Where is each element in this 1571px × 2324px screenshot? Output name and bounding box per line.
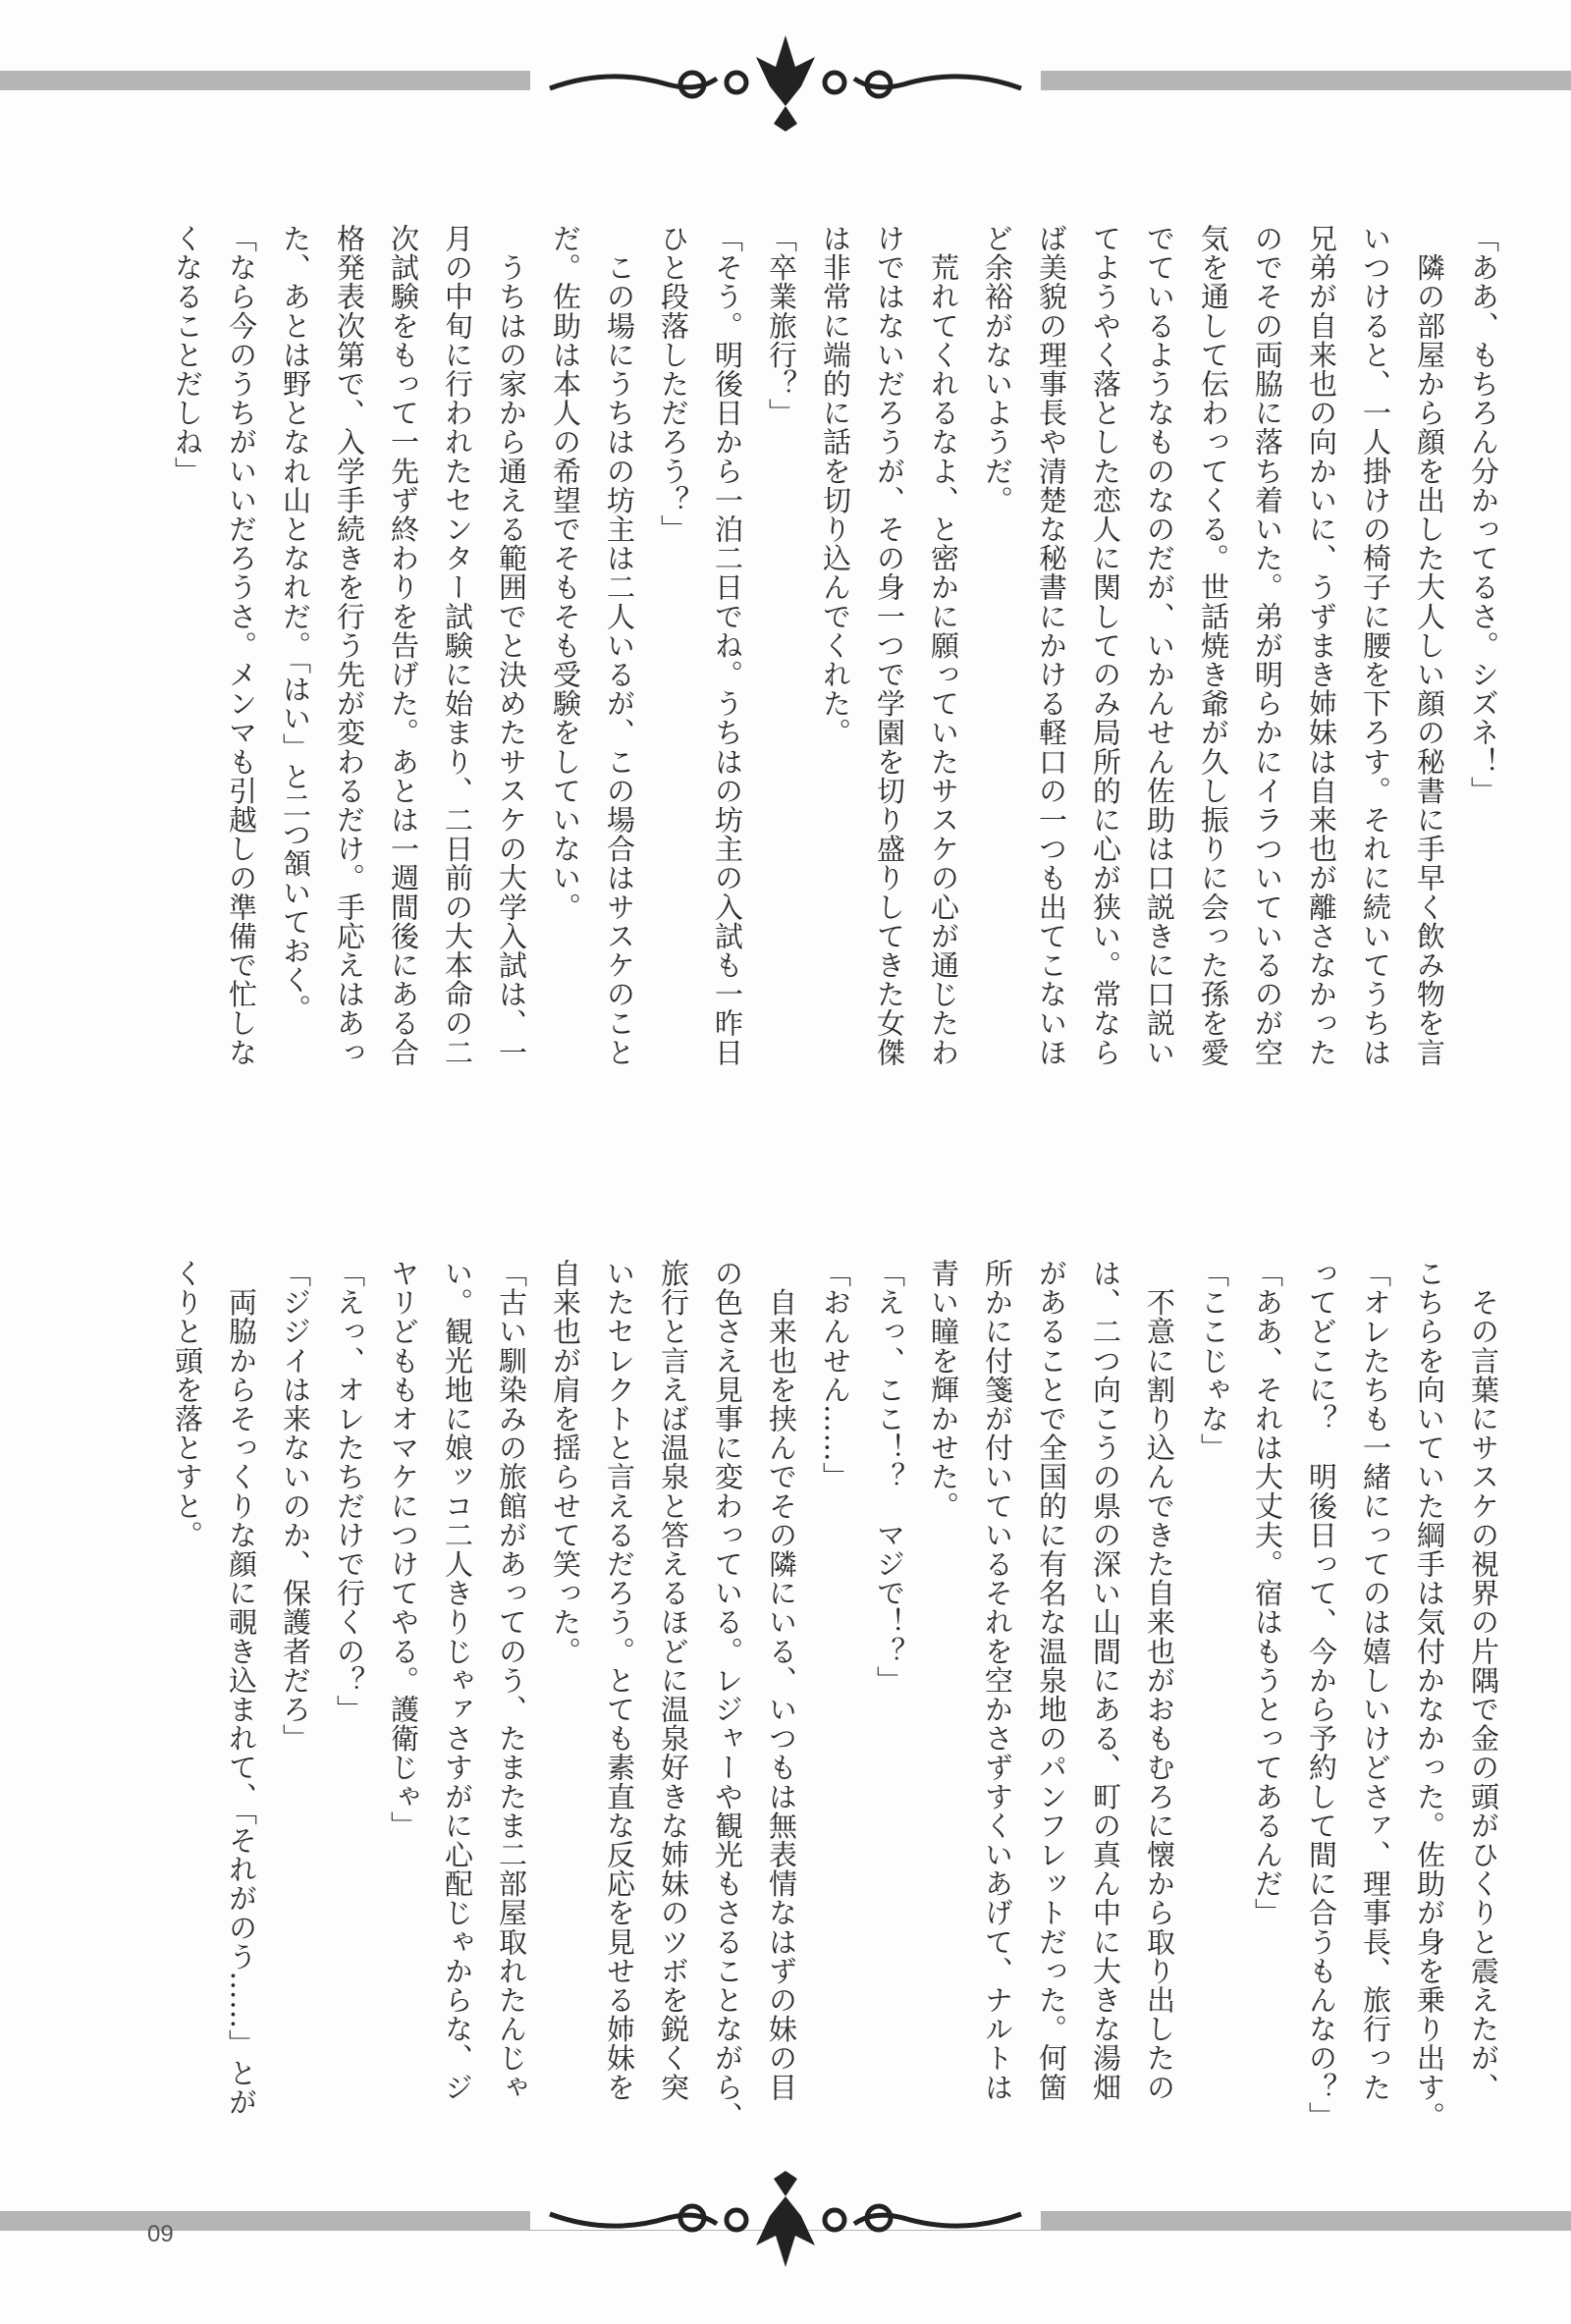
text-column: てようやく落とした恋人に関してのみ局所的に心が狭い。常なら (1089, 224, 1122, 1067)
text-column: その言葉にサスケの視界の片隅で金の頭がひくりと震えたが、 (1467, 1259, 1500, 2102)
text-column: 隣の部屋から顔を出した大人しい顔の秘書に手早く飲み物を言 (1413, 224, 1446, 1067)
text-column: ど余裕がないようだ。 (981, 224, 1014, 514)
text-column: 兄弟が自来也の向かいに、うずまき姉妹は自来也が離さなかった (1305, 224, 1338, 1067)
text-column: 旅行と言えば温泉と答えるほどに温泉好きな姉妹のツボを鋭く突 (657, 1259, 690, 2102)
text-column: ひと段落しただろう？」 (657, 224, 690, 544)
text-column: 自来也が肩を揺らせて笑った。 (549, 1259, 582, 1666)
text-column: 所かに付箋が付いているそれを空かさずすくいあげて、ナルトは (981, 1259, 1014, 2102)
text-column: のでその両脇に落ち着いた。弟が明らかにイラついているのが空 (1251, 224, 1284, 1067)
text-column: 「えっ、ここ！？ マジで！？」 (873, 1259, 906, 1695)
text-column: の色さえ見事に変わっている。レジャーや観光もさることながら、 (711, 1259, 744, 2131)
text-column: 「おんせん……」 (819, 1259, 852, 1491)
text-column: 月の中旬に行われたセンター試験に始まり、二日前の大本命の二 (441, 224, 474, 1067)
text-column: だ。佐助は本人の希望でそもそも受験をしていない。 (549, 224, 582, 922)
text-column: 気を通して伝わってくる。世話焼き爺が久し振りに会った孫を愛 (1197, 224, 1230, 1067)
text-column: 青い瞳を輝かせた。 (927, 1259, 960, 1521)
text-column: 荒れてくれるなよ、と密かに願っていたサスケの心が通じたわ (927, 224, 960, 1067)
upper-text-block (160, 224, 1510, 1088)
text-column: けではないだろうが、その身一つで学園を切り盛りしてきた女傑 (873, 224, 906, 1067)
text-column: ヤリどももオマケにつけてやる。護衛じゃ」 (387, 1259, 420, 1840)
text-column: 格発表次第で、入学手続きを行う先が変わるだけ。手応えはあっ (333, 224, 366, 1067)
lower-text-block (160, 1259, 1510, 2131)
text-column: いたセレクトと言えるだろう。とても素直な反応を見せる姉妹を (603, 1259, 636, 2102)
text-column: 「えっ、オレたちだけで行くの？」 (333, 1259, 366, 1724)
text-column: うちはの家から通える範囲でと決めたサスケの大学入試は、一 (495, 224, 528, 1067)
text-column: 「ああ、もちろん分かってるさ。シズネ！」 (1467, 224, 1500, 805)
text-column: い。観光地に娘ッコ二人きりじゃァさすがに心配じゃからな、ジ (441, 1259, 474, 2102)
text-column: があることで全国的に有名な温泉地のパンフレットだった。何箇 (1035, 1259, 1068, 2102)
text-column: でているようなものなのだが、いかんせん佐助は口説きに口説い (1143, 224, 1176, 1067)
text-column: 両脇からそっくりな顔に覗き込まれて、「それがのう……」とが (225, 1259, 258, 2117)
text-column: 次試験をもって一先ず終わりを告げた。あとは一週間後にある合 (387, 224, 420, 1067)
text-column: いつけると、一人掛けの椅子に腰を下ろす。それに続いてうちは (1359, 224, 1392, 1067)
text-column: 「ジジイは来ないのか、保護者だろ」 (279, 1259, 312, 1754)
text-column: 「卒業旅行？」 (765, 224, 798, 428)
text-column: こちらを向いていた綱手は気付かなかった。佐助が身を乗り出す。 (1413, 1259, 1446, 2131)
text-column: は、二つ向こうの県の深い山間にある、町の真ん中に大きな湯畑 (1089, 1259, 1122, 2102)
text-column: 自来也を挟んでその隣にいる、いつもは無表情なはずの妹の目 (765, 1259, 798, 2102)
bottom-ornament-icon (491, 2165, 1080, 2273)
text-column: くなることだしね」 (171, 224, 204, 486)
text-column: ってどこに？ 明後日って、今から予約して間に合うもんなの？」 (1305, 1259, 1338, 2131)
text-column: 「オレたちも一緒にってのは嬉しいけどさァ、理事長、旅行った (1359, 1259, 1392, 2102)
text-column: 「ああ、それは大丈夫。宿はもうとってあるんだ」 (1251, 1259, 1284, 1927)
text-column: この場にうちはの坊主は二人いるが、この場合はサスケのこと (603, 224, 636, 1067)
text-column: くりと頭を落とすと。 (171, 1259, 204, 1549)
text-column: 「ここじゃな」 (1197, 1259, 1230, 1463)
text-column: ば美貌の理事長や清楚な秘書にかける軽口の一つも出てこないほ (1035, 224, 1068, 1067)
page-number: 09 (147, 2221, 174, 2247)
text-column: は非常に端的に話を切り込んでくれた。 (819, 224, 852, 747)
text-column: 「なら今のうちがいいだろうさ。メンマも引越しの準備で忙しな (225, 224, 258, 1067)
text-column: た、あとは野となれ山となれだ。「はい」と二つ頷いておく。 (279, 224, 312, 1024)
text-column: 「そう。明後日から一泊二日でね。うちはの坊主の入試も一昨日 (711, 224, 744, 1067)
text-column: 不意に割り込んできた自来也がおもむろに懐から取り出したの (1143, 1259, 1176, 2102)
text-column: 「古い馴染みの旅館があってのう、たまたま二部屋取れたんじゃ (495, 1259, 528, 2102)
top-ornament-icon (491, 27, 1080, 135)
